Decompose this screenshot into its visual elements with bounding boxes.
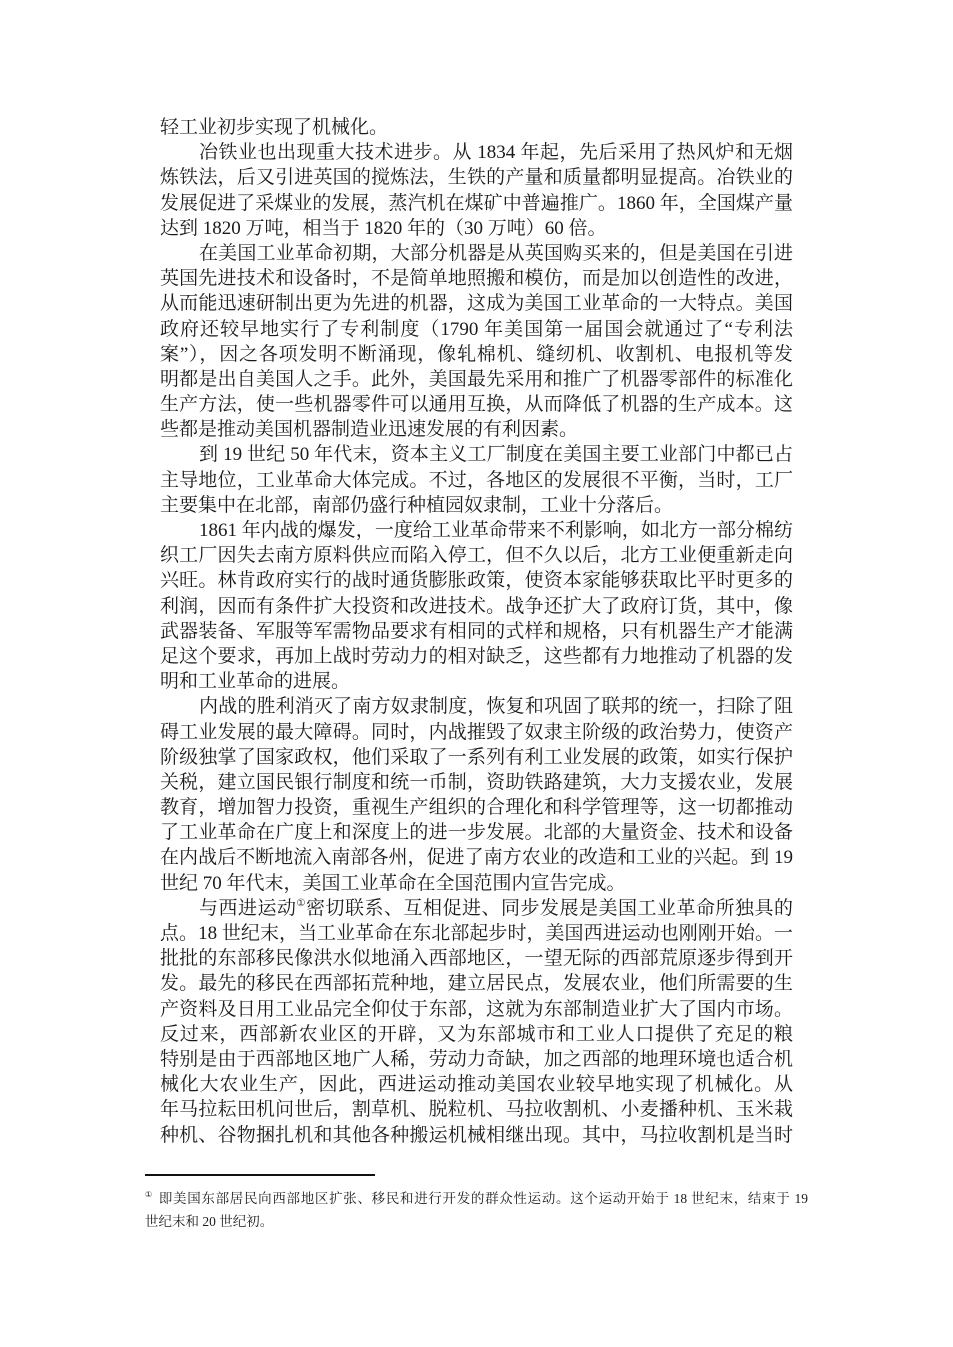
body-text bbox=[160, 115, 793, 1148]
text-line: 织工厂因失去南方原料供应而陷入停工，但不久以后，北方工业便重新走向 bbox=[160, 545, 793, 567]
text-line: 批批的东部移民像洪水似地涌入西部地区，一望无际的西部荒原逐步得到开 bbox=[160, 948, 793, 970]
text-line: 明和工业革命的进展。 bbox=[160, 671, 351, 693]
text-line: 点。18 世纪末，当工业革命在东北部起步时，美国西进运动也刚刚开始。一 bbox=[160, 923, 793, 944]
text-line: 生产方法，使一些机器零件可以通用互换，从而降低了机器的生产成本。这 bbox=[160, 394, 793, 416]
text-line: 案”），因之各项发明不断涌现，像轧棉机、缝纫机、收割机、电报机等发 bbox=[160, 343, 793, 365]
text-line: 发。最先的移民在西部拓荒种地，建立居民点，发展农业，他们所需要的生 bbox=[160, 973, 793, 995]
text-line: 在美国工业革命初期，大部分机器是从英国购买来的，但是美国在引进 bbox=[199, 242, 793, 264]
footnote-marker[interactable]: ① bbox=[296, 897, 306, 909]
text-line: 世纪 70 年代末，美国工业革命在全国范围内宣告完成。 bbox=[160, 872, 626, 894]
text-segment: 与西进运动 bbox=[199, 897, 297, 919]
text-line: 主导地位，工业革命大体完成。不过，各地区的发展很不平衡，当时，工厂 bbox=[160, 469, 793, 491]
text-line: 利润，因而有条件扩大投资和改进技术。战争还扩大了政府订货，其中，像 bbox=[160, 595, 793, 617]
text-line: 武器装备、军服等军需物品要求有相同的式样和规格，只有机器生产才能满 bbox=[160, 620, 793, 642]
text-line: 在内战后不断地流入南部各州，促进了南方农业的改造和工业的兴起。到 19 bbox=[160, 847, 793, 869]
footnote-separator bbox=[145, 1174, 375, 1176]
text-line: 种机、谷物捆扎机和其他各种搬运机械相继出现。其中，马拉收割机是当时 bbox=[160, 1124, 793, 1146]
footnote-line bbox=[145, 1187, 808, 1210]
paragraph bbox=[160, 140, 793, 241]
text-line: 明都是出自美国人之手。此外，美国最先采用和推广了机器零部件的标准化 bbox=[160, 368, 793, 390]
footnote bbox=[145, 1187, 808, 1233]
text-line: 反过来，西部新农业区的开辟，又为东部城市和工业人口提供了充足的粮 bbox=[160, 1023, 793, 1045]
text-line: 产资料及日用工业品完全仰仗于东部，这就为东部制造业扩大了国内市场。 bbox=[160, 998, 793, 1020]
text-line: 英国先进技术和设备时，不是简单地照搬和模仿，而是加以创造性的改进， bbox=[160, 268, 793, 290]
text-line: 冶铁业也出现重大技术进步。从 1834 年起，先后采用了热风炉和无烟 bbox=[199, 142, 793, 164]
text-line: 年马拉耘田机问世后，割草机、脱粒机、马拉收割机、小麦播种机、玉米栽 bbox=[160, 1099, 793, 1121]
text-line: 械化大农业生产，因此，西进运动推动美国农业较早地实现了机械化。从 bbox=[160, 1074, 793, 1096]
paragraph bbox=[160, 241, 793, 443]
text-line: 关税，建立国民银行制度和统一币制，资助铁路建筑，大力支援农业，发展 bbox=[160, 771, 793, 793]
text-line bbox=[160, 896, 793, 921]
text-line: 发展促进了采煤业的发展，蒸汽机在煤矿中普遍推广。1860 年，全国煤产量 bbox=[160, 192, 793, 214]
text-line: 了工业革命在广度上和深度上的进一步发展。北部的大量资金、技术和设备 bbox=[160, 822, 793, 844]
text-line: 些都是推动美国机器制造业迅速发展的有利因素。 bbox=[160, 419, 579, 441]
text-line: 兴旺。林肯政府实行的战时通货膨胀政策，使资本家能够获取比平时更多的 bbox=[160, 570, 793, 592]
text-line: 1861 年内战的爆发，一度给工业革命带来不利影响，如北方一部分棉纺 bbox=[199, 520, 793, 541]
footnote-line: 世纪末和 20 世纪初。 bbox=[145, 1214, 274, 1229]
text-line: 内战的胜利消灭了南方奴隶制度，恢复和巩固了联邦的统一，扫除了阻 bbox=[199, 696, 793, 718]
text-line: 主要集中在北部，南部仍盛行种植园奴隶制，工业十分落后。 bbox=[160, 494, 674, 516]
text-line: 阶级独掌了国家政权，他们采取了一系列有利工业发展的政策，如实行保护 bbox=[160, 746, 793, 768]
paragraph bbox=[160, 518, 793, 694]
text-line: 足这个要求，再加上战时劳动力的相对缺乏，这些都有力地推动了机器的发 bbox=[160, 645, 793, 667]
footnote-number: ① bbox=[145, 1190, 153, 1199]
text-line: 政府还较早地实行了专利制度（1790 年美国第一届国会就通过了“专利法 bbox=[160, 318, 793, 340]
text-line: 教育，增加智力投资，重视生产组织的合理化和科学管理等，这一切都推动 bbox=[160, 797, 793, 819]
paragraph bbox=[160, 694, 793, 896]
paragraph bbox=[160, 896, 793, 1148]
text-segment: 密切联系、互相促进、同步发展是美国工业革命所独具的 bbox=[305, 897, 793, 919]
paragraph bbox=[160, 115, 793, 140]
text-line: 从而能迅速研制出更为先进的机器，这成为美国工业革命的一大特点。美国 bbox=[160, 293, 793, 315]
text-line: 轻工业初步实现了机械化。 bbox=[160, 117, 389, 138]
paragraph bbox=[160, 442, 793, 518]
text-line: 达到 1820 万吨，相当于 1820 年的（30 万吨）60 倍。 bbox=[160, 217, 607, 239]
text-line: 特别是由于西部地区地广人稀，劳动力奇缺，加之西部的地理环境也适合机 bbox=[160, 1048, 793, 1070]
footnote-text: 即美国东部居民向西部地区扩张、移民和进行开发的群众性运动。这个运动开始于 18 世纪末，结束于 19 bbox=[158, 1191, 808, 1206]
text-line: 炼铁法，后又引进英国的搅炼法，生铁的产量和质量都明显提高。冶铁业的 bbox=[160, 167, 793, 189]
text-line: 碍工业发展的最大障碍。同时，内战摧毁了奴隶主阶级的政治势力，使资产 bbox=[160, 721, 793, 743]
text-line: 到 19 世纪 50 年代末，资本主义工厂制度在美国主要工业部门中都已占 bbox=[199, 444, 793, 466]
